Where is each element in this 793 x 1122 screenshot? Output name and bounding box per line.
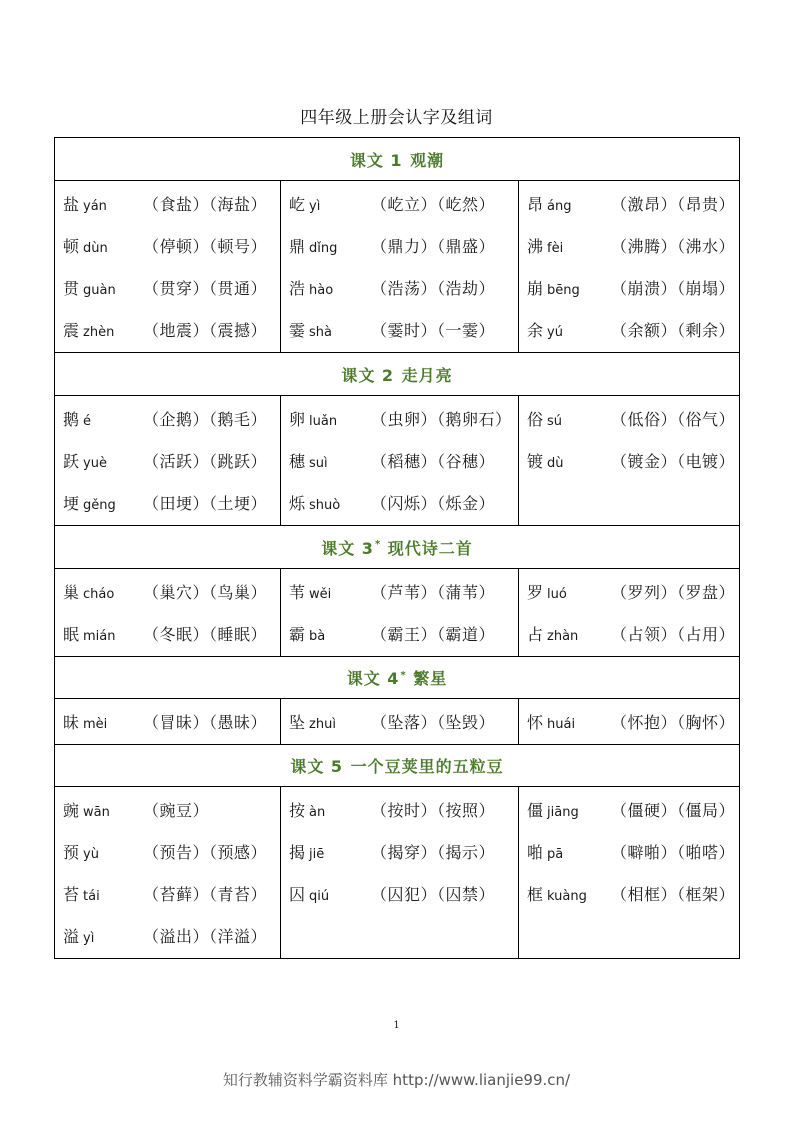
example-words: （闪烁）（烁金）: [371, 494, 496, 513]
lesson-title: [55, 353, 740, 396]
vocab-entry: [63, 441, 280, 483]
character: 霸: [289, 625, 306, 644]
pinyin: luǎn: [309, 414, 338, 429]
pinyin: yì: [309, 199, 321, 214]
lesson-name: 一个豆荚里的五粒豆: [350, 757, 504, 776]
character: 烁: [289, 494, 306, 513]
lesson-title: [55, 745, 740, 787]
lesson-vocab-row: [55, 181, 740, 353]
character: 埂: [63, 494, 80, 513]
lesson-name: 观潮: [410, 150, 445, 170]
character: 俗: [527, 410, 544, 429]
character: 崩: [527, 279, 544, 298]
pinyin: hào: [309, 283, 334, 298]
pinyin: é: [83, 414, 92, 429]
pinyin: áng: [547, 199, 572, 214]
vocab-entry: [289, 268, 518, 310]
pinyin: yán: [83, 199, 107, 214]
character: 巢: [63, 583, 80, 602]
vocab-entry: [289, 184, 518, 226]
example-words: （占领）（占用）: [611, 625, 736, 644]
character: 怀: [527, 713, 544, 732]
pinyin: yì: [83, 931, 95, 946]
example-words: （沸腾）（沸水）: [611, 237, 736, 256]
character: 卵: [289, 410, 306, 429]
pinyin: kuàng: [547, 889, 587, 904]
vocab-cell: [281, 396, 519, 526]
vocab-entry: [63, 614, 280, 656]
vocab-cell: [519, 396, 740, 526]
vocab-entry: [63, 483, 280, 525]
character: 占: [527, 625, 544, 644]
pinyin: shà: [309, 325, 332, 340]
character: 沸: [527, 237, 544, 256]
vocab-entry: [63, 226, 280, 268]
vocab-entry: [63, 916, 280, 958]
vocab-entry: [289, 614, 518, 656]
vocab-entry: [289, 790, 518, 832]
vocab-entry: [63, 572, 280, 614]
character: 昧: [63, 713, 80, 732]
vocab-entry: [63, 310, 280, 352]
pinyin: jiē: [309, 847, 325, 862]
lesson-header-row: [55, 657, 740, 699]
example-words: （食盐）（海盐）: [143, 195, 268, 214]
pinyin: zhèn: [83, 325, 115, 340]
example-words: （豌豆）: [143, 801, 210, 820]
example-words: （溢出）（洋溢）: [143, 927, 268, 946]
pinyin: wān: [83, 805, 110, 820]
vocab-cell: [519, 787, 740, 959]
character: 贯: [63, 279, 80, 298]
pinyin: mián: [83, 629, 116, 644]
example-words: （霎时）（一霎）: [371, 321, 496, 340]
vocab-entry: [527, 441, 739, 483]
vocabulary-table: [54, 137, 740, 959]
pinyin: gěng: [83, 498, 116, 513]
vocab-entry: [527, 310, 739, 352]
character: 苇: [289, 583, 306, 602]
pinyin: shuò: [309, 498, 341, 513]
vocab-cell: [519, 181, 740, 353]
pinyin: zhuì: [309, 717, 336, 732]
vocab-entry: [527, 572, 739, 614]
pinyin: dù: [547, 456, 564, 471]
character: 囚: [289, 885, 306, 904]
vocab-cell: [281, 787, 519, 959]
character: 穗: [289, 452, 306, 471]
example-words: （冬眠）（睡眠）: [143, 625, 268, 644]
character: 镀: [527, 452, 544, 471]
vocab-entry: [527, 832, 739, 874]
character: 按: [289, 801, 306, 820]
vocab-entry: [289, 874, 518, 916]
pinyin: mèi: [83, 717, 108, 732]
pinyin: qiú: [309, 889, 330, 904]
character: 鼎: [289, 237, 306, 256]
vocab-entry: [527, 874, 739, 916]
character: 溢: [63, 927, 80, 946]
lesson-vocab-row: [55, 569, 740, 657]
vocab-entry: [63, 702, 280, 744]
pinyin: tái: [83, 889, 100, 904]
example-words: （崩溃）（崩塌）: [611, 279, 736, 298]
pinyin: luó: [547, 587, 567, 602]
example-words: （相框）（框架）: [611, 885, 736, 904]
optional-lesson-mark: *: [374, 539, 382, 551]
vocab-entry: [527, 702, 739, 744]
pinyin: bēng: [547, 283, 580, 298]
pinyin: dǐng: [309, 241, 338, 256]
vocab-cell: [55, 181, 281, 353]
vocab-entry: [289, 441, 518, 483]
document-title: 四年级上册会认字及组词: [300, 108, 493, 128]
pinyin: cháo: [83, 587, 115, 602]
vocab-entry: [63, 268, 280, 310]
character: 眠: [63, 625, 80, 644]
pinyin: suì: [309, 456, 328, 471]
vocab-entry: [289, 702, 518, 744]
lesson-title: [55, 526, 740, 569]
example-words: （虫卵）（鹅卵石）: [371, 410, 512, 429]
example-words: （预告）（预感）: [143, 843, 268, 862]
lesson-header-row: [55, 526, 740, 569]
lesson-vocab-row: [55, 396, 740, 526]
lesson-name: 现代诗二首: [387, 538, 473, 558]
example-words: （停顿）（顿号）: [143, 237, 268, 256]
pinyin: guàn: [83, 283, 116, 298]
page-number: 1: [393, 1020, 400, 1031]
example-words: （激昂）（昂贵）: [611, 195, 736, 214]
example-words: （罗列）（罗盘）: [611, 583, 736, 602]
vocab-entry: [63, 874, 280, 916]
character: 跃: [63, 452, 80, 471]
vocab-entry: [63, 832, 280, 874]
vocab-cell: [519, 699, 740, 745]
example-words: （怀抱）（胸怀）: [611, 713, 736, 732]
vocab-entry: [527, 226, 739, 268]
vocab-cell: [519, 569, 740, 657]
footer-watermark: 知行教辅资料学霸资料库 http://www.lianjie99.cn/: [222, 1071, 571, 1089]
example-words: （贯穿）（贯通）: [143, 279, 268, 298]
vocab-cell: [281, 699, 519, 745]
lesson-name: 繁星: [413, 669, 448, 688]
character: 苔: [63, 885, 80, 904]
example-words: （坠落）（坠毁）: [371, 713, 496, 732]
vocab-entry: [289, 310, 518, 352]
example-words: （稻穗）（谷穗）: [371, 452, 496, 471]
vocab-entry: [527, 614, 739, 656]
character: 僵: [527, 801, 544, 820]
pinyin: pā: [547, 847, 564, 862]
vocab-entry: [289, 832, 518, 874]
example-words: （巢穴）（鸟巢）: [143, 583, 268, 602]
vocab-entry: [63, 399, 280, 441]
pinyin: wěi: [309, 587, 332, 602]
example-words: （苔藓）（青苔）: [143, 885, 268, 904]
character: 盐: [63, 195, 80, 214]
pinyin: yú: [547, 325, 563, 340]
pinyin: yuè: [83, 456, 107, 471]
lesson-header-row: [55, 745, 740, 787]
character: 罗: [527, 583, 544, 602]
vocab-cell: [55, 699, 281, 745]
vocab-entry: [289, 572, 518, 614]
character: 昂: [527, 195, 544, 214]
character: 浩: [289, 279, 306, 298]
lesson-vocab-row: [55, 787, 740, 959]
pinyin: dùn: [83, 241, 108, 256]
lesson-number: 课文 3: [321, 538, 374, 558]
lesson-number: 课文 5: [290, 757, 344, 776]
example-words: （按时）（按照）: [371, 801, 496, 820]
pinyin: fèi: [547, 241, 564, 256]
character: 顿: [63, 237, 80, 256]
character: 坠: [289, 713, 306, 732]
optional-lesson-mark: *: [400, 669, 407, 681]
character: 霎: [289, 321, 306, 340]
vocab-entry: [527, 790, 739, 832]
vocab-entry: [63, 184, 280, 226]
example-words: （活跃）（跳跃）: [143, 452, 268, 471]
example-words: （冒昧）（愚昧）: [143, 713, 268, 732]
pinyin: jiāng: [547, 805, 579, 820]
vocab-entry: [289, 483, 518, 525]
vocab-cell: [281, 569, 519, 657]
vocab-entry: [527, 399, 739, 441]
vocab-cell: [281, 181, 519, 353]
example-words: （芦苇）（蒲苇）: [371, 583, 496, 602]
lesson-number: 课文 2: [341, 365, 395, 385]
pinyin: sú: [547, 414, 563, 429]
example-words: （余额）（剩余）: [611, 321, 736, 340]
vocab-cell: [55, 569, 281, 657]
character: 啪: [527, 843, 544, 862]
vocab-cell: [55, 396, 281, 526]
example-words: （屹立）（屹然）: [371, 195, 496, 214]
vocab-entry: [527, 184, 739, 226]
lesson-number: 课文 4: [346, 669, 400, 688]
character: 框: [527, 885, 544, 904]
lesson-title: [55, 657, 740, 699]
pinyin: huái: [547, 717, 576, 732]
vocab-entry: [63, 790, 280, 832]
character: 屹: [289, 195, 306, 214]
vocab-entry: [289, 226, 518, 268]
character: 余: [527, 321, 544, 340]
example-words: （田埂）（土埂）: [143, 494, 268, 513]
lesson-header-row: [55, 138, 740, 181]
lesson-number: 课文 1: [349, 150, 403, 170]
example-words: （地震）（震撼）: [143, 321, 268, 340]
lesson-header-row: [55, 353, 740, 396]
example-words: （鼎力）（鼎盛）: [371, 237, 496, 256]
example-words: （浩荡）（浩劫）: [371, 279, 496, 298]
example-words: （企鹅）（鹅毛）: [143, 410, 268, 429]
pinyin: àn: [309, 805, 326, 820]
example-words: （僵硬）（僵局）: [611, 801, 736, 820]
character: 震: [63, 321, 80, 340]
example-words: （霸王）（霸道）: [371, 625, 496, 644]
example-words: （低俗）（俗气）: [611, 410, 736, 429]
example-words: （噼啪）（啪嗒）: [611, 843, 736, 862]
example-words: （囚犯）（囚禁）: [371, 885, 496, 904]
character: 揭: [289, 843, 306, 862]
example-words: （揭穿）（揭示）: [371, 843, 496, 862]
pinyin: yù: [83, 847, 99, 862]
lesson-title: [55, 138, 740, 181]
character: 鹅: [63, 410, 80, 429]
character: 豌: [63, 801, 80, 820]
example-words: （镀金）（电镀）: [611, 452, 736, 471]
character: 预: [63, 843, 80, 862]
pinyin: bà: [309, 629, 326, 644]
lesson-vocab-row: [55, 699, 740, 745]
pinyin: zhàn: [547, 629, 579, 644]
vocab-entry: [527, 268, 739, 310]
lesson-name: 走月亮: [401, 365, 453, 385]
vocab-entry: [289, 399, 518, 441]
vocab-cell: [55, 787, 281, 959]
